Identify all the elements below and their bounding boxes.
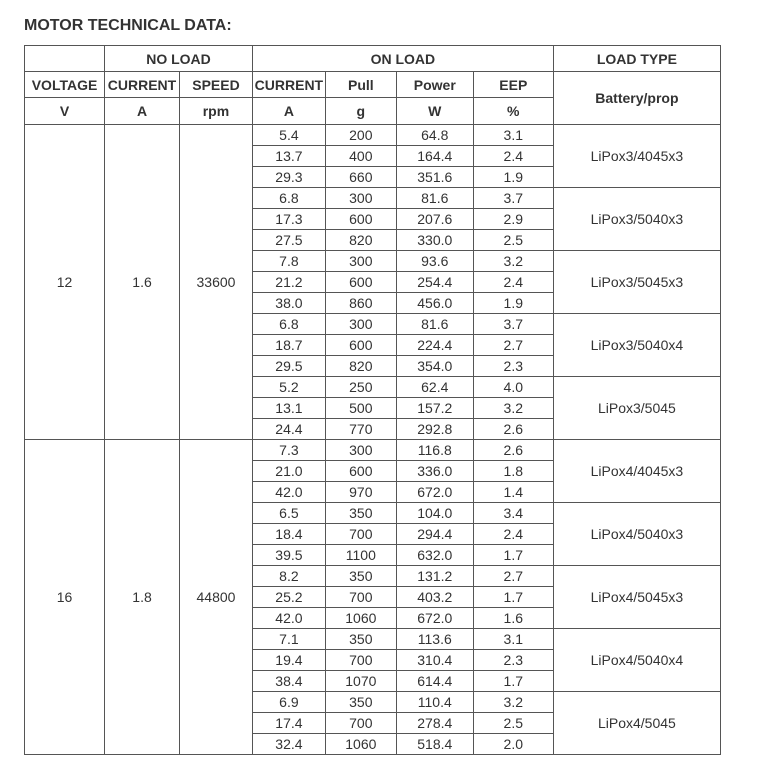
eep-cell: 2.4 [473, 272, 553, 293]
eep-cell: 2.3 [473, 650, 553, 671]
on-load-current-cell: 42.0 [252, 482, 325, 503]
power-cell: 278.4 [396, 713, 473, 734]
header-power: Power [396, 72, 473, 98]
pull-cell: 600 [325, 461, 396, 482]
load-type-cell: LiPox4/5040x4 [553, 629, 720, 692]
power-cell: 64.8 [396, 125, 473, 146]
power-cell: 164.4 [396, 146, 473, 167]
pull-cell: 600 [325, 335, 396, 356]
unit-voltage: V [25, 98, 105, 125]
power-cell: 224.4 [396, 335, 473, 356]
header-current-no-load: CURRENT [105, 72, 180, 98]
load-type-cell: LiPox4/5045x3 [553, 566, 720, 629]
power-cell: 294.4 [396, 524, 473, 545]
on-load-current-cell: 6.9 [252, 692, 325, 713]
pull-cell: 300 [325, 188, 396, 209]
power-cell: 81.6 [396, 314, 473, 335]
pull-cell: 300 [325, 251, 396, 272]
pull-cell: 1060 [325, 608, 396, 629]
pull-cell: 970 [325, 482, 396, 503]
header-current-on-load: CURRENT [252, 72, 325, 98]
pull-cell: 500 [325, 398, 396, 419]
eep-cell: 3.2 [473, 692, 553, 713]
eep-cell: 3.2 [473, 251, 553, 272]
eep-cell: 3.4 [473, 503, 553, 524]
load-type-cell: LiPox3/5045x3 [553, 251, 720, 314]
unit-current-no-load: A [105, 98, 180, 125]
on-load-current-cell: 8.2 [252, 566, 325, 587]
on-load-current-cell: 19.4 [252, 650, 325, 671]
power-cell: 351.6 [396, 167, 473, 188]
load-type-cell: LiPox4/5045 [553, 692, 720, 755]
unit-power: W [396, 98, 473, 125]
power-cell: 131.2 [396, 566, 473, 587]
header-speed: SPEED [180, 72, 253, 98]
pull-cell: 1060 [325, 734, 396, 755]
on-load-current-cell: 6.5 [252, 503, 325, 524]
pull-cell: 820 [325, 356, 396, 377]
load-type-cell: LiPox3/4045x3 [553, 125, 720, 188]
eep-cell: 3.1 [473, 629, 553, 650]
no-load-current-cell: 1.6 [105, 125, 180, 440]
power-cell: 354.0 [396, 356, 473, 377]
power-cell: 62.4 [396, 377, 473, 398]
eep-cell: 3.2 [473, 398, 553, 419]
on-load-current-cell: 13.7 [252, 146, 325, 167]
pull-cell: 300 [325, 314, 396, 335]
eep-cell: 1.7 [473, 545, 553, 566]
eep-cell: 1.8 [473, 461, 553, 482]
eep-cell: 2.9 [473, 209, 553, 230]
on-load-current-cell: 29.3 [252, 167, 325, 188]
header-eep: EEP [473, 72, 553, 98]
pull-cell: 600 [325, 272, 396, 293]
eep-cell: 3.1 [473, 125, 553, 146]
pull-cell: 770 [325, 419, 396, 440]
on-load-current-cell: 24.4 [252, 419, 325, 440]
eep-cell: 2.5 [473, 230, 553, 251]
power-cell: 403.2 [396, 587, 473, 608]
voltage-cell: 16 [25, 440, 105, 755]
header-pull: Pull [325, 72, 396, 98]
on-load-current-cell: 27.5 [252, 230, 325, 251]
speed-cell: 33600 [180, 125, 253, 440]
eep-cell: 2.6 [473, 440, 553, 461]
on-load-current-cell: 7.3 [252, 440, 325, 461]
power-cell: 93.6 [396, 251, 473, 272]
header-load-type: LOAD TYPE [553, 46, 720, 72]
power-cell: 113.6 [396, 629, 473, 650]
power-cell: 518.4 [396, 734, 473, 755]
on-load-current-cell: 18.4 [252, 524, 325, 545]
power-cell: 116.8 [396, 440, 473, 461]
on-load-current-cell: 18.7 [252, 335, 325, 356]
power-cell: 157.2 [396, 398, 473, 419]
pull-cell: 300 [325, 440, 396, 461]
on-load-current-cell: 17.3 [252, 209, 325, 230]
header-on-load: ON LOAD [252, 46, 553, 72]
page-title: MOTOR TECHNICAL DATA: [24, 17, 232, 34]
no-load-current-cell: 1.8 [105, 440, 180, 755]
eep-cell: 1.6 [473, 608, 553, 629]
pull-cell: 700 [325, 524, 396, 545]
eep-cell: 3.7 [473, 314, 553, 335]
pull-cell: 600 [325, 209, 396, 230]
eep-cell: 2.4 [473, 146, 553, 167]
on-load-current-cell: 42.0 [252, 608, 325, 629]
on-load-current-cell: 5.4 [252, 125, 325, 146]
pull-cell: 700 [325, 650, 396, 671]
on-load-current-cell: 6.8 [252, 314, 325, 335]
motor-data-table [24, 45, 721, 755]
on-load-current-cell: 13.1 [252, 398, 325, 419]
speed-cell: 44800 [180, 440, 253, 755]
header-row-groups [25, 46, 721, 72]
voltage-cell: 12 [25, 125, 105, 440]
power-cell: 330.0 [396, 230, 473, 251]
pull-cell: 820 [325, 230, 396, 251]
pull-cell: 250 [325, 377, 396, 398]
eep-cell: 2.7 [473, 335, 553, 356]
power-cell: 632.0 [396, 545, 473, 566]
power-cell: 310.4 [396, 650, 473, 671]
header-no-load: NO LOAD [105, 46, 253, 72]
pull-cell: 700 [325, 713, 396, 734]
power-cell: 614.4 [396, 671, 473, 692]
power-cell: 110.4 [396, 692, 473, 713]
unit-eep: % [473, 98, 553, 125]
eep-cell: 2.3 [473, 356, 553, 377]
header-row-columns [25, 72, 721, 98]
eep-cell: 1.7 [473, 587, 553, 608]
on-load-current-cell: 7.8 [252, 251, 325, 272]
power-cell: 336.0 [396, 461, 473, 482]
on-load-current-cell: 38.0 [252, 293, 325, 314]
eep-cell: 3.7 [473, 188, 553, 209]
pull-cell: 350 [325, 629, 396, 650]
unit-speed: rpm [180, 98, 253, 125]
power-cell: 104.0 [396, 503, 473, 524]
table-row [25, 125, 721, 146]
load-type-cell: LiPox3/5045 [553, 377, 720, 440]
load-type-cell: LiPox4/4045x3 [553, 440, 720, 503]
eep-cell: 1.9 [473, 293, 553, 314]
header-voltage: VOLTAGE [25, 72, 105, 98]
on-load-current-cell: 32.4 [252, 734, 325, 755]
eep-cell: 2.4 [473, 524, 553, 545]
on-load-current-cell: 6.8 [252, 188, 325, 209]
table-body [25, 125, 721, 755]
eep-cell: 2.6 [473, 419, 553, 440]
on-load-current-cell: 38.4 [252, 671, 325, 692]
power-cell: 672.0 [396, 608, 473, 629]
pull-cell: 350 [325, 692, 396, 713]
pull-cell: 200 [325, 125, 396, 146]
unit-pull: g [325, 98, 396, 125]
on-load-current-cell: 39.5 [252, 545, 325, 566]
eep-cell: 4.0 [473, 377, 553, 398]
pull-cell: 350 [325, 503, 396, 524]
power-cell: 456.0 [396, 293, 473, 314]
pull-cell: 1100 [325, 545, 396, 566]
load-type-cell: LiPox3/5040x4 [553, 314, 720, 377]
pull-cell: 350 [325, 566, 396, 587]
header-battery-prop: Battery/prop [553, 72, 720, 125]
eep-cell: 1.4 [473, 482, 553, 503]
eep-cell: 2.5 [473, 713, 553, 734]
load-type-cell: LiPox3/5040x3 [553, 188, 720, 251]
pull-cell: 1070 [325, 671, 396, 692]
on-load-current-cell: 25.2 [252, 587, 325, 608]
eep-cell: 2.7 [473, 566, 553, 587]
on-load-current-cell: 21.2 [252, 272, 325, 293]
header-blank [25, 46, 105, 72]
power-cell: 207.6 [396, 209, 473, 230]
eep-cell: 1.7 [473, 671, 553, 692]
unit-current-on-load: A [252, 98, 325, 125]
table-row [25, 440, 721, 461]
pull-cell: 400 [325, 146, 396, 167]
power-cell: 672.0 [396, 482, 473, 503]
on-load-current-cell: 5.2 [252, 377, 325, 398]
on-load-current-cell: 17.4 [252, 713, 325, 734]
pull-cell: 860 [325, 293, 396, 314]
pull-cell: 660 [325, 167, 396, 188]
eep-cell: 1.9 [473, 167, 553, 188]
power-cell: 254.4 [396, 272, 473, 293]
load-type-cell: LiPox4/5040x3 [553, 503, 720, 566]
on-load-current-cell: 21.0 [252, 461, 325, 482]
power-cell: 292.8 [396, 419, 473, 440]
pull-cell: 700 [325, 587, 396, 608]
power-cell: 81.6 [396, 188, 473, 209]
eep-cell: 2.0 [473, 734, 553, 755]
on-load-current-cell: 7.1 [252, 629, 325, 650]
on-load-current-cell: 29.5 [252, 356, 325, 377]
